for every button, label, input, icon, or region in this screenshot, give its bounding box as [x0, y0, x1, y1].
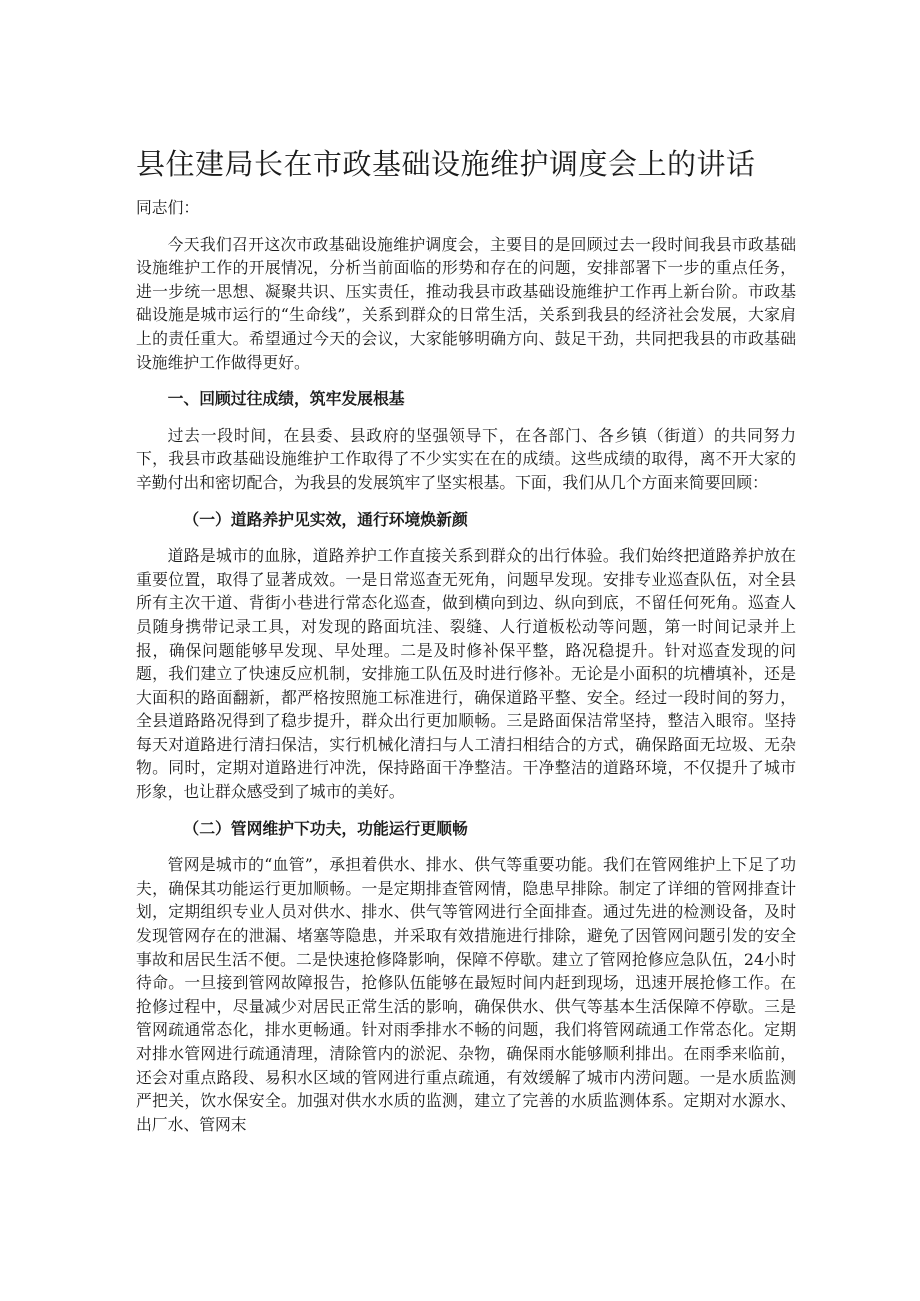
- intro-paragraph: 今天我们召开这次市政基础设施维护调度会，主要目的是回顾过去一段时间我县市政基础设施维护工作的开展情况，分析当前面临的形势和存在的问题，安排部署下一步的重点任务，进一步统一思想、凝聚共识、压实责任，推动我县市政基础设施维护工作再上新台阶。市政基础设施是城市运行的“生命线”，关系到群众的日常生活，关系到我县的经济社会发展，大家肩上的责任重大。希望通过今天的会议，大家能够明确方向、鼓足干劲，共同把我县的市政基础设施维护工作做得更好。: [136, 234, 796, 372]
- subsection-1-paragraph: 道路是城市的血脉，道路养护工作直接关系到群众的出行体验。我们始终把道路养护放在重要位置，取得了显著成效。一是日常巡查无死角，问题早发现。安排专业巡查队伍，对全县所有主次干道、背街小巷进行常态化巡查，做到横向到边、纵向到底，不留任何死角。巡查人员随身携带记录工具，对发现的路面坑洼、裂缝、人行道板松动等问题，第一时间记录并上报，确保问题能够早发现、早处理。二是及时修补保平整，路况稳提升。针对巡查发现的问题，我们建立了快速反应机制，安排施工队伍及时进行修补。无论是小面积的坑槽填补，还是大面积的路面翻新，都严格按照施工标准进行，确保道路平整、安全。经过一段时间的努力，全县道路路况得到了稳步提升，群众出行更加顺畅。三是路面保洁常坚持，整洁入眼帘。坚持每天对道路进行清扫保洁，实行机械化清扫与人工清扫相结合的方式，确保路面无垃圾、无杂物。同时，定期对道路进行冲洗，保持路面干净整洁。干净整洁的道路环境，不仅提升了城市形象，也让群众感受到了城市的美好。: [136, 546, 796, 802]
- document-body: [136, 196, 796, 1149]
- subsection-2-paragraph: 管网是城市的“血管”，承担着供水、排水、供气等重要功能。我们在管网维护上下足了功夫，确保其功能运行更加顺畅。一是定期排查管网情，隐患早排除。制定了详细的管网排查计划，定期组织专业人员对供水、排水、供气等管网进行全面排查。通过先进的检测设备，及时发现管网存在的泄漏、堵塞等隐患，并采取有效措施进行排除，避免了因管网问题引发的安全事故和居民生活不便。二是快速抢修降影响，保障不停歇。建立了管网抢修应急队伍，24小时待命。一旦接到管网故障报告，抢修队伍能够在最短时间内赶到现场，迅速开展抢修工作。在抢修过程中，尽量减少对居民正常生活的影响，确保供水、供气等基本生活保障不停歇。三是管网疏通常态化，排水更畅通。针对雨季排水不畅的问题，我们将管网疏通工作常态化。定期对排水管网进行疏通清理，清除管内的淤泥、杂物，确保雨水能够顺利排出。在雨季来临前，还会对重点路段、易积水区域的管网进行重点疏通，有效缓解了城市内涝问题。一是水质监测严把关，饮水保安全。加强对供水水质的监测，建立了完善的水质监测体系。定期对水源水、出厂水、管网末: [136, 855, 796, 1134]
- salutation: 同志们：: [136, 198, 200, 217]
- subsection-heading-1: （一）道路养护见实效，通行环境焕新颜: [183, 509, 468, 529]
- subsection-heading-2: （二）管网维护下功夫，功能运行更顺畅: [183, 818, 468, 838]
- section-heading-1: 一、回顾过往成绩，筑牢发展根基: [167, 389, 405, 409]
- section-1-paragraph: 过去一段时间，在县委、县政府的坚强领导下，在各部门、各乡镇（街道）的共同努力下，我县市政基础设施维护工作取得了不少实实在在的成绩。这些成绩的取得，离不开大家的辛勤付出和密切配合，为我县的发展筑牢了坚实根基。下面，我们从几个方面来简要回顾：: [136, 425, 796, 492]
- document-title: 县住建局长在市政基础设施维护调度会上的讲话: [136, 147, 756, 181]
